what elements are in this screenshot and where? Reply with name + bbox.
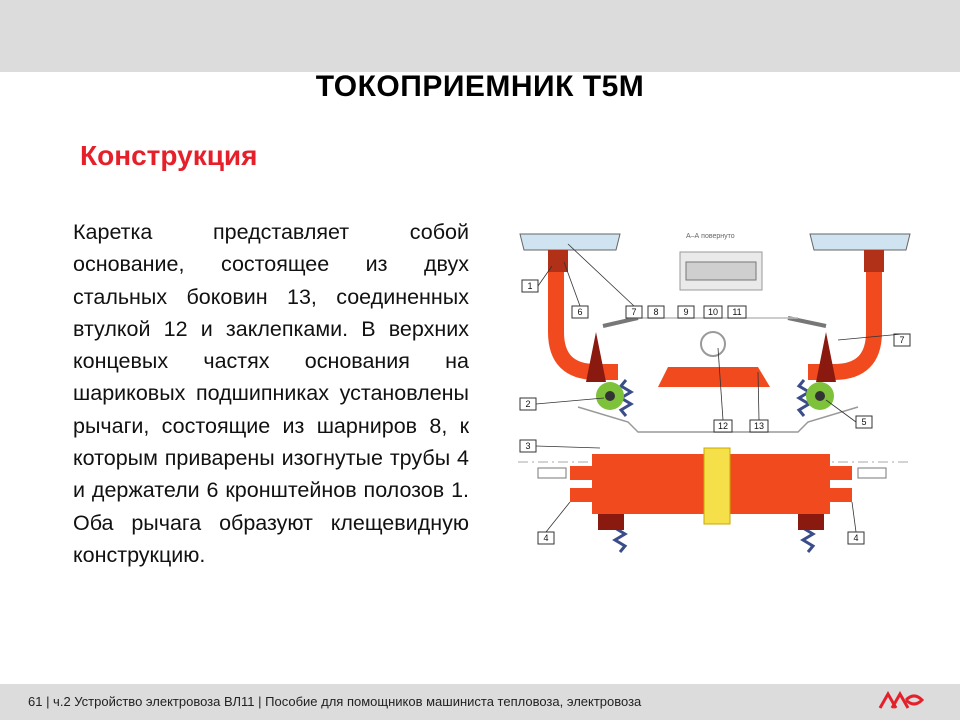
callout-7b: 7 [899,335,905,345]
callout-12: 12 [717,421,729,431]
callout-10: 10 [707,307,719,317]
callout-6: 6 [577,307,583,317]
slide-subtitle: Конструкция [80,140,258,171]
callout-9: 9 [683,307,689,317]
callout-3: 3 [525,441,531,451]
callout-5: 5 [861,417,867,427]
pantograph-carriage-diagram [508,222,918,570]
callout-7a: 7 [631,307,637,317]
callout-11: 11 [732,307,742,317]
callout-13: 13 [753,421,765,431]
callout-8: 8 [653,307,659,317]
rzd-logo-icon [878,690,924,714]
body-paragraph: Каретка представляет собой основание, состоящее из двух стальных боковин 13, соединенных втулкой 12 и заклепками. В верхних концевых частях основания на шариковых подшипниках установлены рычаги, состоящие из шарниров 8, к которым приварены изогнутые трубы 4 и держатели 6 кронштейнов полозов 1. Оба рычага образуют клещевидную конструкцию. [73,220,469,567]
slide-title: ТОКОПРИЕМНИК Т5М [315,70,645,103]
footer-text: 61 | ч.2 Устройство электровоза ВЛ11 | Пособие для помощников машиниста тепловоза, электровоза [28,694,642,709]
header-band [0,0,960,72]
callout-2: 2 [525,399,531,409]
section-label: А–А повернуто [686,233,735,240]
callout-4a: 4 [543,533,549,543]
callout-1: 1 [527,281,533,291]
callout-4b: 4 [853,533,859,543]
